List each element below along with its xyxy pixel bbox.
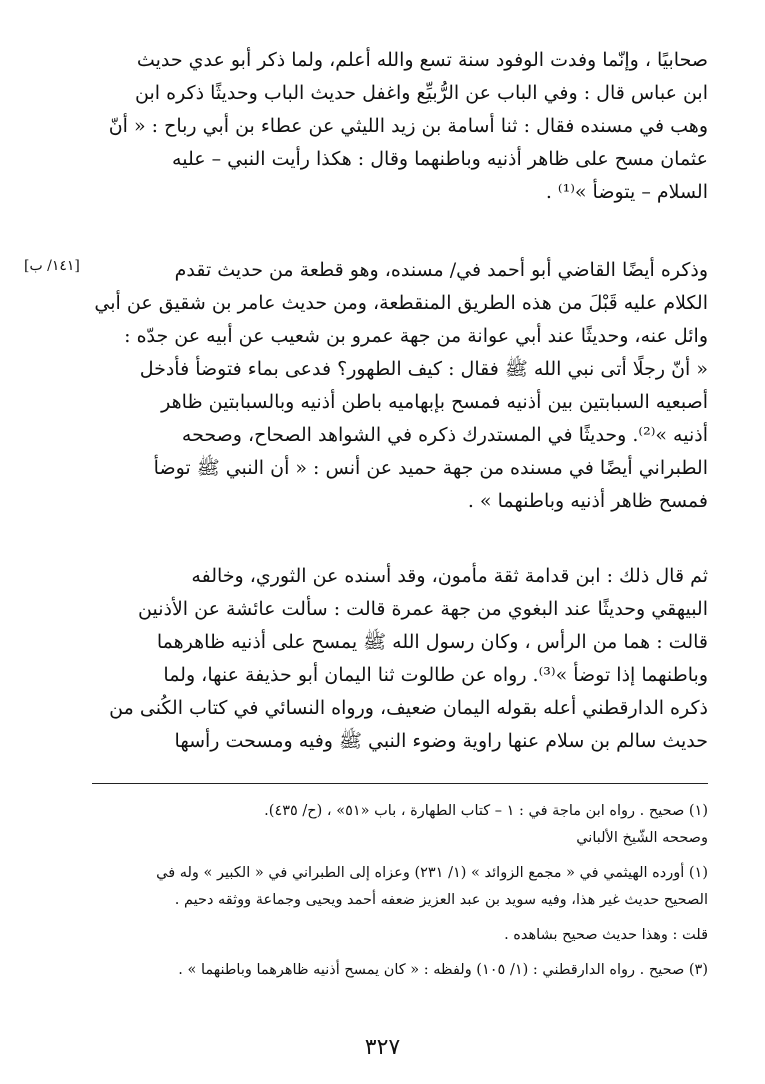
footnote-3: (٣) صحيح . رواه الدارقطني : (١/ ١٠٥) ولفظه : « كان يمسح أذنيه ظاهرهما وباطنهما » .	[178, 962, 708, 978]
text-line: ذكره الدارقطني أعله بقوله اليمان ضعيف، ورواه النسائي في كتاب الكُنى من	[109, 697, 708, 719]
text-line: فمسح ظاهر أذنيه وباطنهما » .	[467, 490, 708, 512]
margin-folio-note: [١٤١/ ب]	[24, 258, 80, 274]
text-line: ثم قال ذلك : ابن قدامة ثقة مأمون، وقد أسنده عن الثوري، وخالفه	[191, 565, 708, 587]
text-line: الكلام عليه قَبْلَ من هذه الطريق المنقطعة، ومن حديث عامر بن شقيق عن أبي	[94, 292, 708, 314]
text-line: السلام – يتوضأ »⁽¹⁾ .	[545, 181, 708, 203]
text-line: ابن عباس قال : وفي الباب عن الرُّبيِّع واغفل حديث الباب وحديثًا ذكره ابن	[135, 82, 708, 104]
text-line: عثمان مسح على ظاهر أذنيه وباطنهما وقال : هكذا رأيت النبي – عليه	[172, 148, 708, 170]
footnote-1: (١) صحيح . رواه ابن ماجة في : ١ – كتاب الطهارة ، باب «٥١» ، (ح/ ٤٣٥).	[264, 803, 708, 819]
paragraph-1	[92, 44, 708, 209]
footnote-2: (١) أورده الهيثمي في « مجمع الزوائد » (١/ ٢٣١) وعزاه إلى الطبراني في « الكبير » وله في	[156, 865, 708, 881]
text-line: أذنيه »⁽²⁾. وحديثًا في المستدرك ذكره في الشواهد الصحاح، وصححه	[181, 424, 708, 446]
text-line: وباطنهما إذا توضأ »⁽³⁾. رواه عن طالوت ثنا اليمان أبو حذيفة عنها، ولما	[163, 664, 708, 686]
footnotes	[92, 798, 708, 984]
paragraph-2	[92, 254, 708, 518]
text-line: قالت : هما من الرأس ، وكان رسول الله ﷺ يمسح على أذنيه ظاهرهما	[156, 631, 708, 653]
text-line: الطبراني أيضًا في مسنده من جهة حميد عن أنس : « أن النبي ﷺ توضأ	[153, 457, 708, 479]
text-line: وائل عنه، وحديثًا عند أبي عوانة من جهة عمرو بن شعيب عن أبيه عن جدّه :	[124, 325, 708, 347]
text-line: وهب في مسنده فقال : ثنا أسامة بن زيد الليثي عن عطاء بن أبي رباح : « أنّ	[108, 115, 708, 137]
text-line: وذكره أيضًا القاضي أبو أحمد في/ مسنده، وهو قطعة من حديث تقدم	[174, 259, 708, 281]
footnote-divider	[92, 783, 708, 784]
text-line: صحابيًا ، وإنّما وفدت الوفود سنة تسع والله أعلم، ولما ذكر أبو عدي حديث	[136, 49, 708, 71]
footnote-2-comment: قلت : وهذا حديث صحيح بشاهده .	[504, 927, 708, 943]
text-line: حديث سالم بن سلام عنها راوية وضوء النبي ﷺ وفيه ومسحت رأسها	[174, 730, 708, 752]
footnote-1-continued: وصححه الشّيخ الألباني	[576, 830, 708, 846]
text-line: أصبعيه السبابتين بين أذنيه فمسح بإبهاميه باطن أذنيه وبالسبابتين ظاهر	[161, 391, 708, 413]
text-line: « أنّ رجلًا أتى نبي الله ﷺ فقال : كيف الطهور؟ فدعى بماء فتوضأ فأدخل	[139, 358, 708, 380]
footnote-2-continued: الصحيح حديث غير هذا، وفيه سويد بن عبد العزيز ضعفه أحمد ويحيى وجماعة ووثقه دحيم .	[174, 892, 708, 908]
paragraph-3	[92, 560, 708, 758]
text-line: البيهقي وحديثًا عند البغوي من جهة عمرة قالت : سألت عائشة عن الأذنين	[138, 598, 708, 620]
page-number: ٣٢٧	[364, 1035, 401, 1060]
